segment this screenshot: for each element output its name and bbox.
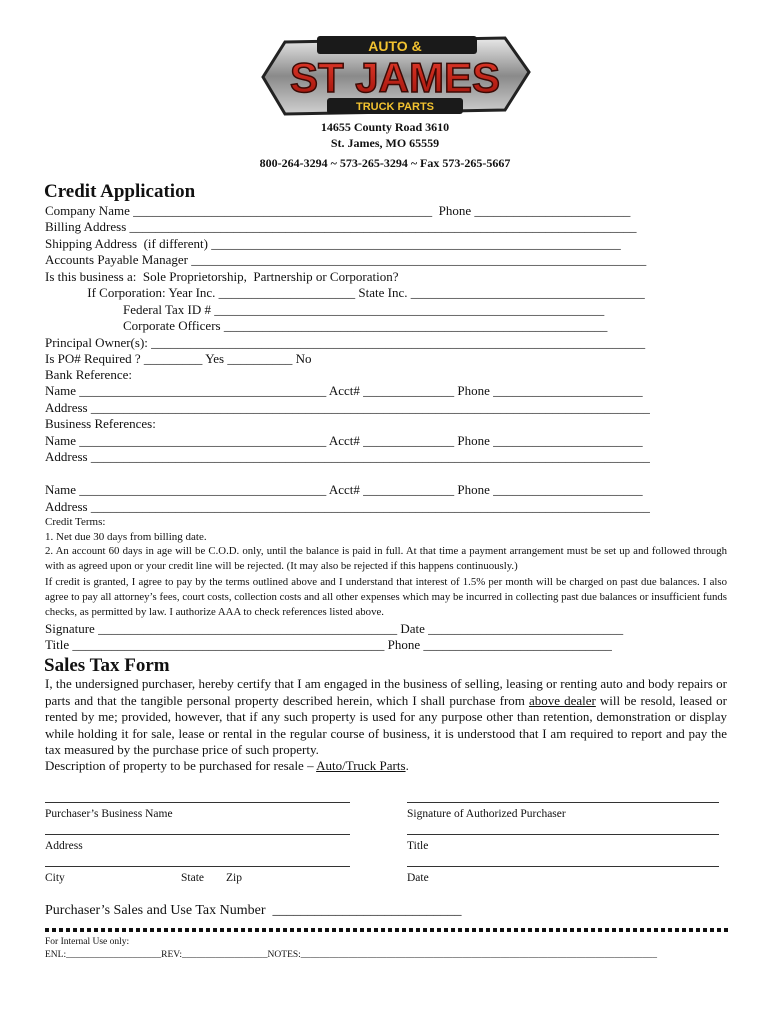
business-ref2-address-field[interactable]: Address ______________________________________________________________________________________	[45, 499, 650, 514]
certification-text-b: will be resold, leased or rented by me; provided, however, that if any such property is used for any purpose other than retention, demonstration or display while holding it for sale, lease or rental in the regular course of business, it is understood that I am required to report and pay the tax measured by the purchase price of such property.	[45, 692, 727, 757]
federal-tax-id-field[interactable]: Federal Tax ID # ____________________________________________________________	[45, 302, 605, 317]
sales-tax-number-field[interactable]: Purchaser’s Sales and Use Tax Number ___________________________	[45, 903, 462, 918]
purchaser-date-line[interactable]	[407, 866, 719, 867]
credit-term-2: 2. An account 60 days in age will be C.O.D. only, until the balance is paid in full. At that time a payment arrangement must be set up and followed through with as agreed upon or your credit line will be rejected. (It may also be rejected if this happens continuously.)	[45, 545, 727, 572]
property-description-end: .	[405, 758, 409, 773]
property-description-label: Description of property to be purchased for resale –	[45, 758, 317, 773]
credit-terms-label: Credit Terms:	[45, 516, 106, 528]
logo-line1: AUTO &	[368, 38, 422, 54]
logo-line2: ST JAMES	[289, 54, 501, 101]
business-ref2-name-field[interactable]: Name ______________________________________ Acct# ______________ Phone _______________________	[45, 482, 643, 497]
credit-application-title: Credit Application	[44, 181, 196, 202]
internal-use-label: For Internal Use only:	[45, 937, 130, 947]
business-ref1-name-field[interactable]: Name ______________________________________ Acct# ______________ Phone _______________________	[45, 433, 643, 448]
corporate-officers-field[interactable]: Corporate Officers ___________________________________________________________	[45, 318, 608, 333]
purchaser-title-line[interactable]	[407, 834, 719, 835]
po-required-field[interactable]: Is PO# Required ? _________ Yes __________ No	[45, 351, 312, 366]
property-description	[45, 758, 409, 774]
st-james-logo	[255, 32, 535, 117]
title-phone-field[interactable]: Title ________________________________________________ Phone _____________________________	[45, 637, 612, 652]
city-label: City	[45, 872, 65, 884]
property-description-value: Auto/Truck Parts	[316, 758, 406, 773]
purchaser-date-label: Date	[407, 872, 429, 884]
company-name-field[interactable]: Company Name ______________________________________________ Phone ________________________	[45, 203, 631, 218]
purchaser-title-label: Title	[407, 840, 429, 852]
business-name-label: Purchaser’s Business Name	[45, 808, 173, 820]
business-type-question: Is this business a: Sole Proprietorship, Partnership or Corporation?	[45, 269, 399, 284]
bank-address-field[interactable]: Address ______________________________________________________________________________________	[45, 400, 650, 415]
logo-graphic	[255, 32, 535, 117]
signature-date-field[interactable]: Signature ______________________________________________ Date ______________________________	[45, 621, 624, 636]
state-label: State	[181, 872, 204, 884]
shipping-address-field[interactable]: Shipping Address (if different) _______________________________________________________________	[45, 236, 621, 251]
address-street: 14655 County Road 3610	[320, 120, 450, 134]
purchaser-signature-label: Signature of Authorized Purchaser	[407, 808, 566, 820]
purchaser-address-label: Address	[45, 840, 83, 852]
logo-line3: TRUCK PARTS	[355, 101, 435, 113]
business-name-line[interactable]	[45, 802, 350, 803]
principal-owners-field[interactable]: Principal Owner(s): ____________________________________________________________________________	[45, 335, 646, 350]
city-state-zip-line[interactable]	[45, 866, 350, 867]
bank-reference-label: Bank Reference:	[45, 367, 132, 382]
sales-tax-form-title: Sales Tax Form	[44, 655, 170, 676]
bank-name-field[interactable]: Name ______________________________________ Acct# ______________ Phone _______________________	[45, 383, 643, 398]
address-phones: 800-264-3294 ~ 573-265-3294 ~ Fax 573-265-5667	[259, 156, 511, 170]
ap-manager-field[interactable]: Accounts Payable Manager ______________________________________________________________________	[45, 252, 647, 267]
internal-use-divider	[45, 928, 728, 932]
internal-use-fields[interactable]: ENL:____________________REV:__________________NOTES:___________________________________________________________________________	[45, 950, 658, 960]
certification-dealer: above dealer	[528, 692, 596, 708]
certification-text-a: I, the undersigned purchaser, hereby certify that I am engaged in the business of selling, leasing or renting auto and body repairs or parts and that the tangible personal property described herein, which I shall purchase from	[45, 676, 727, 708]
sales-tax-certification	[45, 676, 727, 759]
credit-agreement: If credit is granted, I agree to pay by the terms outlined above and I understand that interest of 1.5% per month will be charged on past due balances. I also agree to pay all attorney’s fees, court costs, collection costs and all other expenses which may be incurred in collecting past due balances or insufficient funds checks, as permitted by law. I authorize AAA to check references listed above.	[45, 576, 727, 618]
zip-label: Zip	[226, 872, 242, 884]
corporation-year-state-field[interactable]: If Corporation: Year Inc. _____________________ State Inc. ____________________________________	[45, 285, 645, 300]
business-references-label: Business References:	[45, 416, 156, 431]
purchaser-signature-line[interactable]	[407, 802, 719, 803]
billing-address-field[interactable]: Billing Address ______________________________________________________________________________	[45, 219, 637, 234]
purchaser-address-line[interactable]	[45, 834, 350, 835]
address-city: St. James, MO 65559	[330, 136, 440, 150]
credit-term-1: 1. Net due 30 days from billing date.	[45, 531, 207, 543]
business-ref1-address-field[interactable]: Address ______________________________________________________________________________________	[45, 449, 650, 464]
